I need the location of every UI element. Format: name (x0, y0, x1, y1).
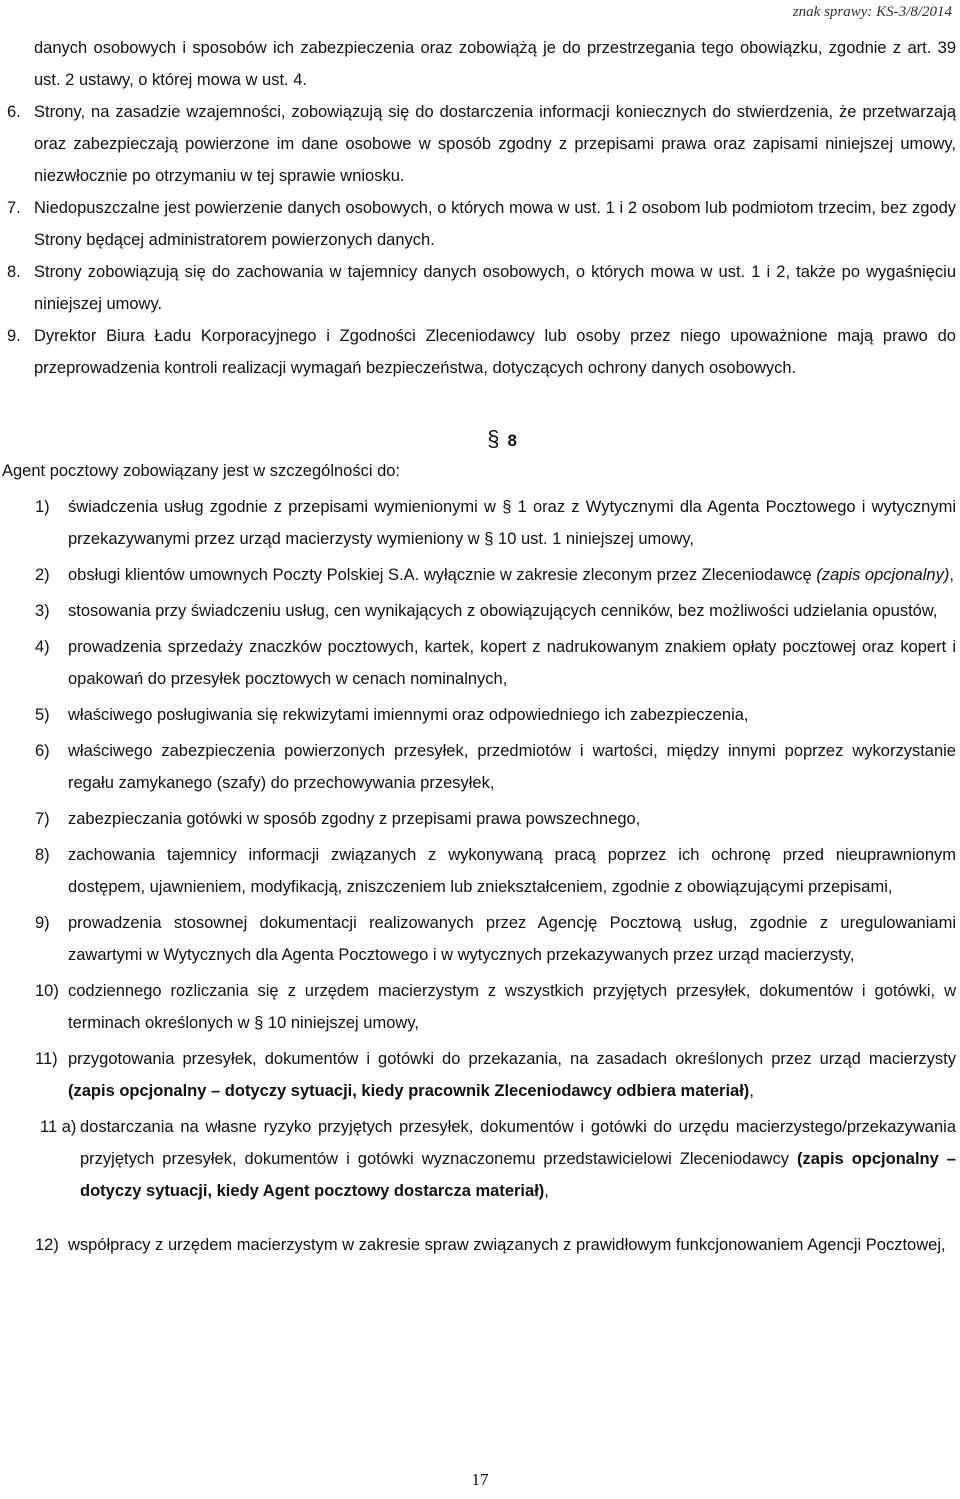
duty-item-text: zabezpieczania gotówki w sposób zgodny z przepisami prawa powszechnego, (68, 810, 641, 828)
duty-item-label: 1) (35, 498, 50, 516)
document-body (0, 32, 960, 1265)
duty-item-text: przygotowania przesyłek, dokumentów i gotówki do przekazania, na zasadach określonych przez urząd macierzysty (68, 1050, 956, 1068)
duty-item-text: prowadzenia sprzedaży znaczków pocztowych, kartek, kopert z nadrukowanym znakiem opłaty pocztowej oraz kopert i opakowań do przesyłek pocztowych w cenach nominalnych, (68, 638, 956, 688)
duty-item-tail: , (949, 566, 954, 584)
duty-item-text: codziennego rozliczania się z urzędem macierzystym z wszystkich przyjętych przesyłek, dokumentów i gotówki, w terminach określonych w § 10 niniejszej umowy, (68, 982, 956, 1032)
duty-item-text: właściwego posługiwania się rekwizytami imiennymi oraz odpowiedniego ich zabezpieczenia, (68, 706, 749, 724)
section-heading (0, 425, 960, 455)
duty-item-text: zachowania tajemnicy informacji związanych z wykonywaną pracą poprzez ich ochronę przed nieuprawnionym dostępem, ujawnieniem, modyfikacją, zniszczeniem lub zniekształceniem, zgodnie z obowiązującymi przepisami, (68, 846, 956, 896)
duty-item-label: 8) (35, 846, 50, 864)
intro-points (0, 96, 960, 384)
duty-item-text: dostarczania na własne ryzyko przyjętych przesyłek, dokumentów i gotówki do urzędu macierzystego/przekazywania przyjętych przesyłek, dokumentów i gotówki wyznaczonemu przedstawicielowi Zleceniodawcy (80, 1118, 956, 1168)
duty-item-label: 11 a) (40, 1118, 77, 1136)
duty-item-label: 2) (35, 566, 50, 584)
duty-item-label: 12) (35, 1236, 59, 1254)
intro-point-text: Strony, na zasadzie wzajemności, zobowiązują się do dostarczenia informacji koniecznych do stwierdzenia, że przetwarzają oraz zabezpieczają powierzone im dane osobowe w sposób zgodny z przepisami prawa oraz zapisami niniejszej umowy, niezwłocznie po otrzymaniu w tej sprawie wniosku. (34, 103, 956, 185)
optional-note: (zapis opcjonalny – dotyczy sytuacji, kiedy pracownik Zleceniodawcy odbiera materiał) (68, 1082, 750, 1100)
intro-point: 7. Niedopuszczalne jest powierzenie danych osobowych, o których mowa w ust. 1 i 2 osobom lub podmiotom trzecim, bez zgody Strony będącej administratorem powierzonych danych. (7, 199, 956, 249)
intro-point: 8. Strony zobowiązują się do zachowania w tajemnicy danych osobowych, o których mowa w ust. 1 i 2, także po wygaśnięciu niniejszej umowy. (7, 263, 956, 313)
duty-item-text: współpracy z urzędem macierzystym w zakresie spraw związanych z prawidłowym funkcjonowaniem Agencji Pocztowej, (68, 1236, 946, 1254)
duty-item-text: stosowania przy świadczeniu usług, cen wynikających z obowiązujących cenników, bez możliwości udzielania opustów, (68, 602, 938, 620)
duties-list (0, 491, 960, 1261)
intro-continuation: danych osobowych i sposobów ich zabezpieczenia oraz zobowiążą je do przestrzegania tego obowiązku, zgodnie z art. 39 ust. 2 ustawy, o której mowa w ust. 4. (34, 39, 956, 89)
duty-item (0, 975, 960, 1039)
duty-item-label: 11) (35, 1050, 58, 1068)
duty-item (0, 595, 960, 627)
duty-item (0, 839, 960, 903)
intro-point-text: Strony zobowiązują się do zachowania w tajemnicy danych osobowych, o których mowa w ust. 1 i 2, także po wygaśnięciu niniejszej umowy. (34, 263, 956, 313)
duty-item (0, 631, 960, 695)
optional-note: (zapis opcjonalny – dotyczy sytuacji, kiedy Agent pocztowy dostarcza materiał) (80, 1150, 956, 1200)
page-number: 17 (471, 1470, 489, 1489)
intro-point-text: Dyrektor Biura Ładu Korporacyjnego i Zgodności Zleceniodawcy lub osoby przez niego upoważnione mają prawo do przeprowadzenia kontroli realizacji wymagań bezpieczeństwa, dotyczących ochrony danych osobowych. (34, 327, 956, 377)
section-lead: Agent pocztowy zobowiązany jest w szczególności do: (2, 462, 401, 480)
duty-item (0, 1229, 960, 1261)
duty-item (0, 803, 960, 835)
optional-note: (zapis opcjonalny) (816, 566, 950, 584)
duty-item-label: 5) (35, 706, 50, 724)
duty-item-label: 3) (35, 602, 50, 620)
duty-item-label: 10) (35, 982, 59, 1000)
case-reference: znak sprawy: KS-3/8/2014 (792, 4, 952, 20)
intro-point: 9. Dyrektor Biura Ładu Korporacyjnego i Zgodności Zleceniodawcy lub osoby przez niego upoważnione mają prawo do przeprowadzenia kontroli realizacji wymagań bezpieczeństwa, dotyczących ochrony danych osobowych. (7, 327, 956, 377)
duty-item-text: obsługi klientów umownych Poczty Polskiej S.A. wyłącznie w zakresie zleconym przez Zleceniodawcę (68, 566, 812, 584)
duty-item (0, 699, 960, 731)
duty-item-text: właściwego zabezpieczenia powierzonych przesyłek, przedmiotów i wartości, między innymi poprzez wykorzystanie regału zamykanego (szafy) do przechowywania przesyłek, (68, 742, 956, 792)
duty-item-tail: , (749, 1082, 754, 1100)
duty-item-label: 4) (35, 638, 50, 656)
duty-item-label: 7) (35, 810, 50, 828)
duty-item-text: świadczenia usług zgodnie z przepisami wymienionymi w § 1 oraz z Wytycznymi dla Agenta Pocztowego i wytycznymi przekazywanymi przez urząd macierzysty wymieniony w § 10 ust. 1 niniejszej umowy, (68, 498, 956, 548)
intro-point-text: Niedopuszczalne jest powierzenie danych osobowych, o których mowa w ust. 1 i 2 osobom lub podmiotom trzecim, bez zgody Strony będącej administratorem powierzonych danych. (34, 199, 956, 249)
duty-item-label: 6) (35, 742, 50, 760)
section-mark: § (487, 426, 500, 451)
duty-item (0, 559, 960, 591)
duty-item-text: prowadzenia stosownej dokumentacji realizowanych przez Agencję Pocztową usług, zgodnie z uregulowaniami zawartymi w Wytycznych dla Agenta Pocztowego i w wytycznych przekazywanych przez urząd macierzysty, (68, 914, 956, 964)
list-spacer (0, 1211, 960, 1229)
duty-item (0, 1043, 960, 1107)
duty-item (0, 491, 960, 555)
duty-item (0, 735, 960, 799)
intro-point: 6. Strony, na zasadzie wzajemności, zobowiązują się do dostarczenia informacji koniecznych do stwierdzenia, że przetwarzają oraz zabezpieczają powierzone im dane osobowe w sposób zgodny z przepisami prawa oraz zapisami niniejszej umowy, niezwłocznie po otrzymaniu w tej sprawie wniosku. (7, 103, 956, 185)
duty-item-tail: , (544, 1182, 549, 1200)
duty-item (0, 907, 960, 971)
duty-item (0, 1111, 960, 1207)
duty-item-label: 9) (35, 914, 50, 932)
section-number: 8 (507, 431, 517, 450)
